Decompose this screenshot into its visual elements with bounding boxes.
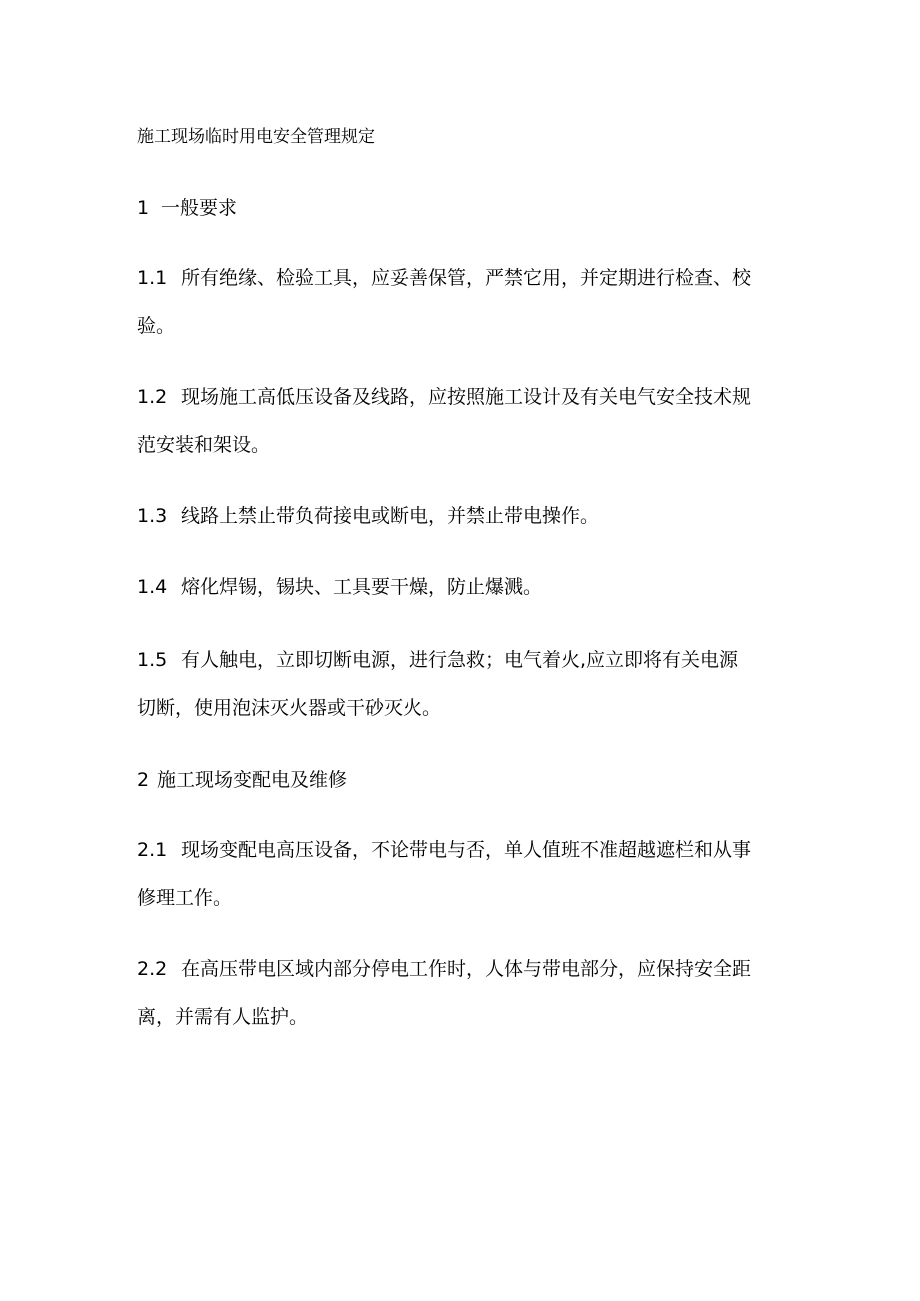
section-number: 1 <box>137 197 150 219</box>
clause-text: 在高压带电区域内部分停电工作时，人体与带电部分，应保持安全距 <box>181 958 752 980</box>
section-heading-2 <box>137 767 347 793</box>
clause-text: 熔化焊锡，锡块、工具要干燥，防止爆溅。 <box>181 576 543 598</box>
clause-text: 线路上禁止带负荷接电或断电，并禁止带电操作。 <box>181 505 600 527</box>
clause-line: 切断，使用泡沫灭火器或干砂灭火。 <box>137 697 442 719</box>
clause-line: 离，并需有人监护。 <box>137 1006 309 1028</box>
clause-number: 2.1 <box>137 839 168 861</box>
clause-line <box>137 826 797 874</box>
section-heading-text: 施工现场变配电及维修 <box>157 769 348 791</box>
document-title: 施工现场临时用电安全管理规定 <box>137 127 375 147</box>
clause-1-2 <box>137 373 797 469</box>
clause-line <box>137 373 797 421</box>
clause-2-1 <box>137 826 797 922</box>
clause-line <box>137 636 797 684</box>
clause-1-5 <box>137 636 797 732</box>
clause-2-2 <box>137 945 797 1041</box>
clause-text: 有人触电，立即切断电源，进行急救；电气着火,应立即将有关电源 <box>181 649 739 671</box>
clause-text: 现场施工高低压设备及线路，应按照施工设计及有关电气安全技术规 <box>181 386 752 408</box>
clause-number: 1.1 <box>137 267 168 289</box>
clause-number: 1.5 <box>137 649 168 671</box>
clause-line: 范安装和架设。 <box>137 434 271 456</box>
clause-number: 1.3 <box>137 505 168 527</box>
clause-text: 现场变配电高压设备，不论带电与否，单人值班不准超越遮栏和从事 <box>181 839 752 861</box>
section-heading-text: 一般要求 <box>161 197 238 219</box>
clause-line <box>137 563 797 611</box>
clause-number: 1.2 <box>137 386 168 408</box>
clause-text: 所有绝缘、检验工具，应妥善保管，严禁它用，并定期进行检查、校 <box>181 267 752 289</box>
clause-line <box>137 945 797 993</box>
clause-number: 2.2 <box>137 958 168 980</box>
clause-line <box>137 492 797 540</box>
clause-1-4 <box>137 563 797 611</box>
clause-line: 验。 <box>137 315 176 337</box>
clause-1-1 <box>137 254 797 350</box>
clause-line <box>137 254 797 302</box>
clause-1-3 <box>137 492 797 540</box>
section-number: 2 <box>137 769 150 791</box>
section-heading-1 <box>137 195 237 221</box>
clause-line: 修理工作。 <box>137 887 233 909</box>
clause-number: 1.4 <box>137 576 168 598</box>
